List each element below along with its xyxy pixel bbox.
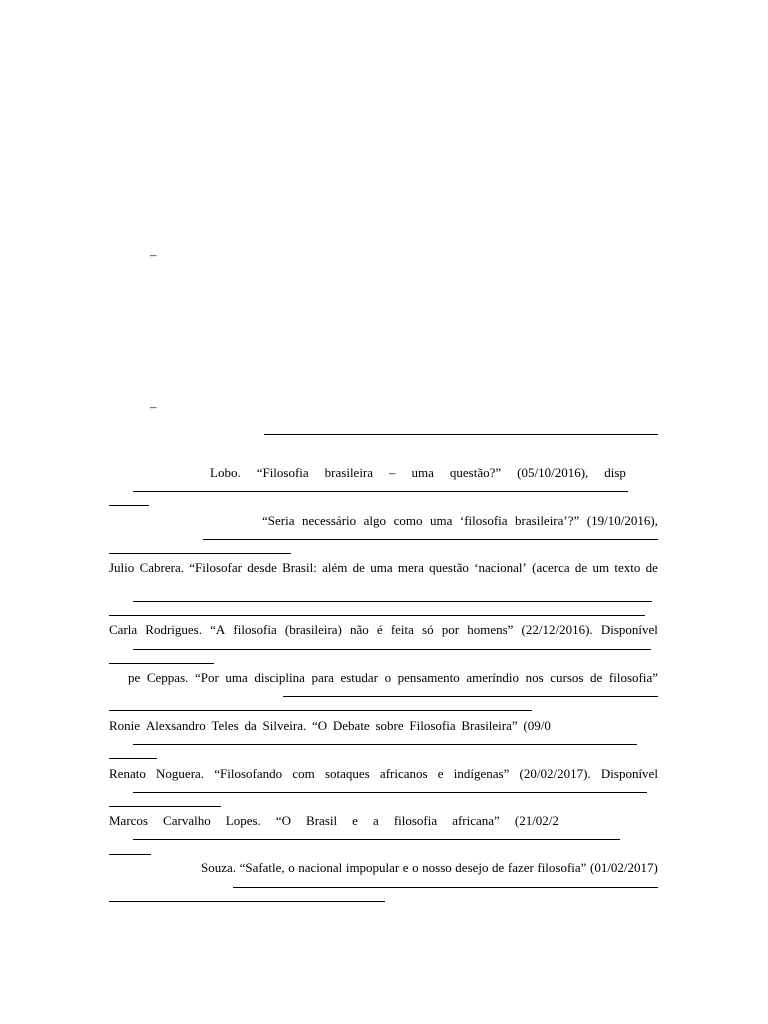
- redacted-line: [133, 601, 652, 602]
- reference-word: “Filosofar: [189, 560, 242, 575]
- reference-word: brasileira: [324, 465, 374, 480]
- reference-word: uma: [411, 465, 434, 480]
- reference-ceppas: [128, 670, 658, 685]
- reference-word: (09/0: [523, 718, 551, 733]
- reference-word: nosso: [422, 860, 452, 875]
- reference-word: questão?”: [449, 465, 502, 480]
- reference-word: Brasil: [306, 813, 338, 828]
- reference-word: Lopes.: [225, 813, 261, 828]
- redacted-line: [109, 806, 221, 807]
- redacted-line: [109, 710, 532, 711]
- reference-renato: [109, 766, 658, 781]
- reference-word: “O: [275, 813, 291, 828]
- reference-word: de: [645, 560, 658, 575]
- reference-word: nacional: [298, 860, 343, 875]
- redacted-line: [109, 758, 157, 759]
- redacted-line: [133, 649, 651, 650]
- reference-word: desejo: [455, 860, 489, 875]
- reference-word: Marcos: [109, 813, 148, 828]
- redacted-line: [133, 839, 620, 840]
- reference-word: (01/02/2017): [589, 860, 658, 875]
- redacted-line: [109, 615, 645, 616]
- reference-word: ‘nacional’: [474, 560, 527, 575]
- reference-word: nos: [525, 670, 544, 685]
- reference-word: Ronie: [109, 718, 141, 733]
- redacted-line: [133, 491, 628, 492]
- reference-word: (22/12/2016).: [521, 622, 593, 637]
- reference-word: “Safatle,: [239, 860, 285, 875]
- redacted-line: [109, 901, 385, 902]
- reference-word: Filosofia: [409, 718, 456, 733]
- redacted-line: [133, 792, 647, 793]
- reference-word: sotaques: [324, 766, 370, 781]
- dash-mark-2: –: [150, 399, 157, 414]
- reference-word: Cabrera.: [139, 560, 184, 575]
- reference-word: necessário: [302, 513, 357, 528]
- reference-word: filosofia”: [537, 860, 587, 875]
- reference-word: a: [372, 813, 379, 828]
- reference-word: de: [492, 860, 505, 875]
- redacted-line: [264, 434, 658, 435]
- reference-word: “Filosofando: [214, 766, 283, 781]
- reference-word: Julio: [109, 560, 135, 575]
- reference-word: Noguera.: [156, 766, 205, 781]
- reference-word: o: [384, 670, 392, 685]
- reference-lobo: [210, 465, 626, 480]
- reference-word: Souza.: [201, 860, 237, 875]
- redacted-line: [109, 854, 151, 855]
- reference-word: (acerca: [532, 560, 570, 575]
- reference-word: pensamento: [397, 670, 460, 685]
- reference-word: Teles: [211, 718, 239, 733]
- reference-word: estudar: [340, 670, 378, 685]
- reference-word: só: [422, 622, 434, 637]
- reference-cabrera: [109, 560, 658, 575]
- reference-word: como: [393, 513, 423, 528]
- reference-word: Debate: [332, 718, 370, 733]
- reference-word: (brasileira): [284, 622, 342, 637]
- reference-word: desde: [247, 560, 277, 575]
- reference-word: “Filosofia: [256, 465, 309, 480]
- reference-word: texto: [614, 560, 641, 575]
- reference-word: e: [402, 860, 409, 875]
- reference-word: o: [288, 860, 295, 875]
- reference-souza: [201, 860, 658, 875]
- reference-word: de: [574, 560, 588, 575]
- reference-seria: [262, 513, 658, 528]
- reference-word: filosofia: [233, 622, 277, 637]
- reference-word: e: [352, 813, 358, 828]
- reference-word: Carla: [109, 622, 138, 637]
- reference-word: algo: [363, 513, 387, 528]
- redacted-line: [109, 553, 291, 554]
- reference-word: ameríndio: [466, 670, 520, 685]
- reference-word: sobre: [375, 718, 404, 733]
- reference-word: –: [389, 465, 396, 480]
- reference-word: (21/02/2: [514, 813, 559, 828]
- reference-word: para: [311, 670, 334, 685]
- reference-word: “Por: [194, 670, 219, 685]
- reference-word: filosofia”: [608, 670, 658, 685]
- reference-word: “O: [311, 718, 328, 733]
- reference-marcos: [109, 813, 559, 828]
- redacted-line: [283, 696, 658, 697]
- reference-word: disp: [604, 465, 626, 480]
- reference-word: Ceppas.: [146, 670, 189, 685]
- reference-word: pe: [128, 670, 141, 685]
- reference-word: (05/10/2016),: [517, 465, 589, 480]
- reference-word: de: [590, 670, 603, 685]
- reference-word: filosofia: [393, 813, 438, 828]
- reference-word: disciplina: [254, 670, 305, 685]
- reference-word: cursos: [550, 670, 584, 685]
- reference-word: mera: [397, 560, 424, 575]
- redacted-line: [109, 663, 214, 664]
- reference-word: indígenas”: [453, 766, 510, 781]
- reference-word: ‘filosofia: [459, 513, 508, 528]
- reference-word: questão: [429, 560, 469, 575]
- reference-word: “Seria: [262, 513, 295, 528]
- reference-word: Carvalho: [163, 813, 211, 828]
- reference-word: Disponível: [600, 766, 658, 781]
- reference-word: um: [592, 560, 610, 575]
- reference-word: fazer: [507, 860, 534, 875]
- reference-word: de: [352, 560, 365, 575]
- reference-word: o: [412, 860, 419, 875]
- reference-word: da: [244, 718, 257, 733]
- redacted-line: [233, 887, 658, 888]
- reference-word: Brasil:: [282, 560, 317, 575]
- reference-word: impopular: [345, 860, 400, 875]
- reference-word: uma: [429, 513, 453, 528]
- reference-word: homens”: [467, 622, 514, 637]
- reference-word: uma: [370, 560, 393, 575]
- reference-word: não: [350, 622, 369, 637]
- reference-word: brasileira’?”: [515, 513, 580, 528]
- reference-word: Rodrigues.: [145, 622, 202, 637]
- reference-word: africanos: [379, 766, 428, 781]
- reference-word: por: [441, 622, 460, 637]
- reference-word: feita: [390, 622, 414, 637]
- reference-word: Alexsandro: [145, 718, 206, 733]
- reference-word: (19/10/2016),: [586, 513, 658, 528]
- reference-carla: [109, 622, 658, 637]
- reference-word: Renato: [109, 766, 146, 781]
- reference-word: Disponível: [600, 622, 658, 637]
- reference-word: Silveira.: [262, 718, 307, 733]
- redacted-line: [203, 539, 658, 540]
- reference-word: africana”: [452, 813, 500, 828]
- reference-ronie: [109, 718, 551, 733]
- reference-word: além: [322, 560, 348, 575]
- reference-word: Lobo.: [210, 465, 241, 480]
- reference-word: é: [376, 622, 383, 637]
- redacted-line: [133, 744, 637, 745]
- reference-word: uma: [225, 670, 248, 685]
- reference-word: com: [292, 766, 315, 781]
- reference-word: “A: [210, 622, 226, 637]
- reference-word: e: [437, 766, 444, 781]
- reference-word: (20/02/2017).: [519, 766, 591, 781]
- dash-mark-1: –: [150, 247, 157, 262]
- reference-word: Brasileira”: [461, 718, 518, 733]
- redacted-line: [109, 505, 149, 506]
